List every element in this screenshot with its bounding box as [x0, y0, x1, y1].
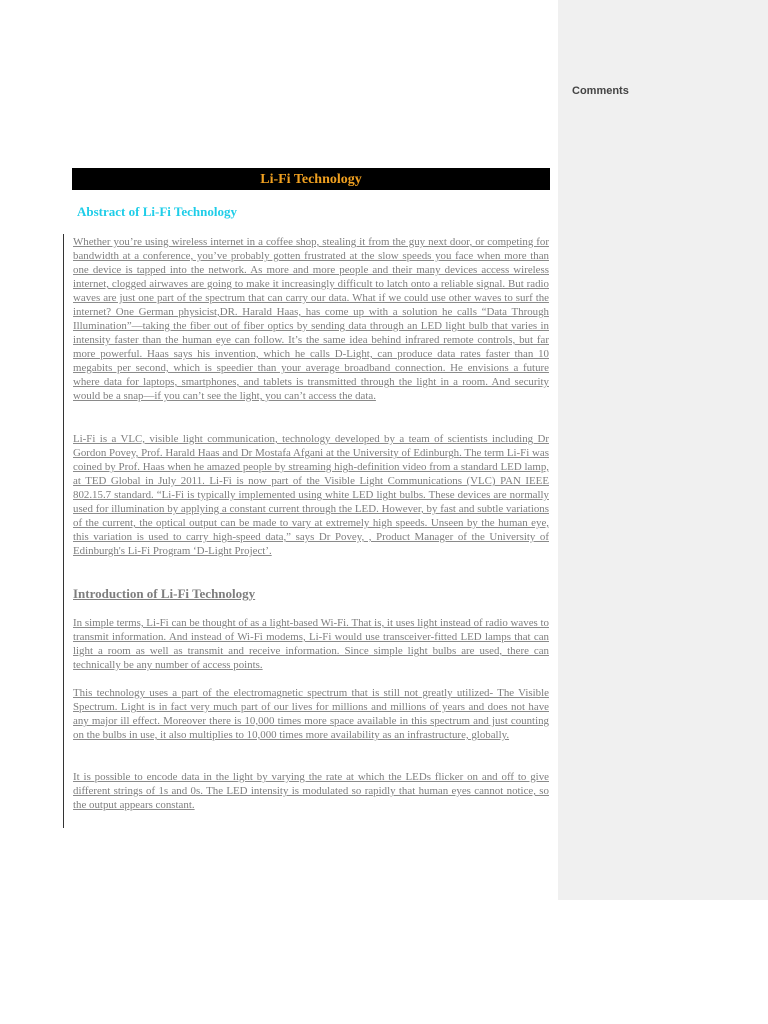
abstract-heading: Abstract of Li-Fi Technology [77, 204, 237, 219]
comments-pane [558, 0, 768, 900]
revision-change-bar [63, 234, 64, 828]
comments-pane-title: Comments [572, 85, 629, 97]
introduction-paragraph-2[interactable]: This technology uses a part of the electromagnetic spectrum that is still not greatly utilized- The Visible Spectrum. Light is in fact very much part of our lives for millions and millions of years and does not have any major ill effect. Moreover there is 10,000 times more space available in this spectrum and just counting on the bulbs in use, it also multiplies to 10,000 times more availability as an infrastructure, globally. [73, 687, 549, 741]
document-title: Li-Fi Technology [72, 168, 550, 190]
introduction-paragraph-3[interactable]: It is possible to encode data in the light by varying the rate at which the LEDs flicker on and off to give different strings of 1s and 0s. The LED intensity is modulated so rapidly that human eyes cannot notice, so the output appears constant. [73, 771, 549, 811]
introduction-paragraph-1[interactable]: In simple terms, Li-Fi can be thought of as a light-based Wi-Fi. That is, it uses light instead of radio waves to transmit information. And instead of Wi-Fi modems, Li-Fi would use transceiver-fitted LED lamps that can light a room as well as transmit and receive information. Since simple light bulbs are used, there can technically be any number of access points. [73, 617, 549, 671]
abstract-paragraph-1[interactable]: Whether you’re using wireless internet in a coffee shop, stealing it from the guy next door, or competing for bandwidth at a conference, you’ve probably gotten frustrated at the slow speeds you face when more than one device is tapped into the network. As more and more people and their many devices access wireless internet, clogged airwaves are going to make it increasingly difficult to latch onto a reliable signal. But radio waves are just one part of the spectrum that can carry our data. What if we could use other waves to surf the internet? One German physicist,DR. Harald Haas, has come up with a solution he calls “Data Through Illumination”—taking the fiber out of fiber optics by sending data through an LED light bulb that varies in intensity faster than the human eye can follow. It’s the same idea behind infrared remote controls, but far more powerful. Haas says his invention, which he calls D-Light, can produce data rates faster than 10 megabits per second, which is speedier than your average broadband connection. He envisions a future where data for laptops, smartphones, and tablets is transmitted through the light in a room. And security would be a snap—if you can’t see the light, you can’t access the data. [73, 236, 549, 402]
introduction-heading: Introduction of Li-Fi Technology [73, 586, 256, 601]
abstract-paragraph-2[interactable]: Li-Fi is a VLC, visible light communication, technology developed by a team of scientists including Dr Gordon Povey, Prof. Harald Haas and Dr Mostafa Afgani at the University of Edinburgh. The term Li-Fi was coined by Prof. Haas when he amazed people by streaming high-definition video from a standard LED lamp, at TED Global in July 2011. Li-Fi is now part of the Visible Light Communications (VLC) PAN IEEE 802.15.7 standard. “Li-Fi is typically implemented using white LED light bulbs. These devices are normally used for illumination by applying a constant current through the LED. However, by fast and subtle variations of the current, the optical output can be made to vary at extremely high speeds. Unseen by the human eye, this variation is used to carry high-speed data,” says Dr Povey, , Product Manager of the University of Edinburgh's Li-Fi Program ‘D-Light Project’. [73, 433, 549, 557]
